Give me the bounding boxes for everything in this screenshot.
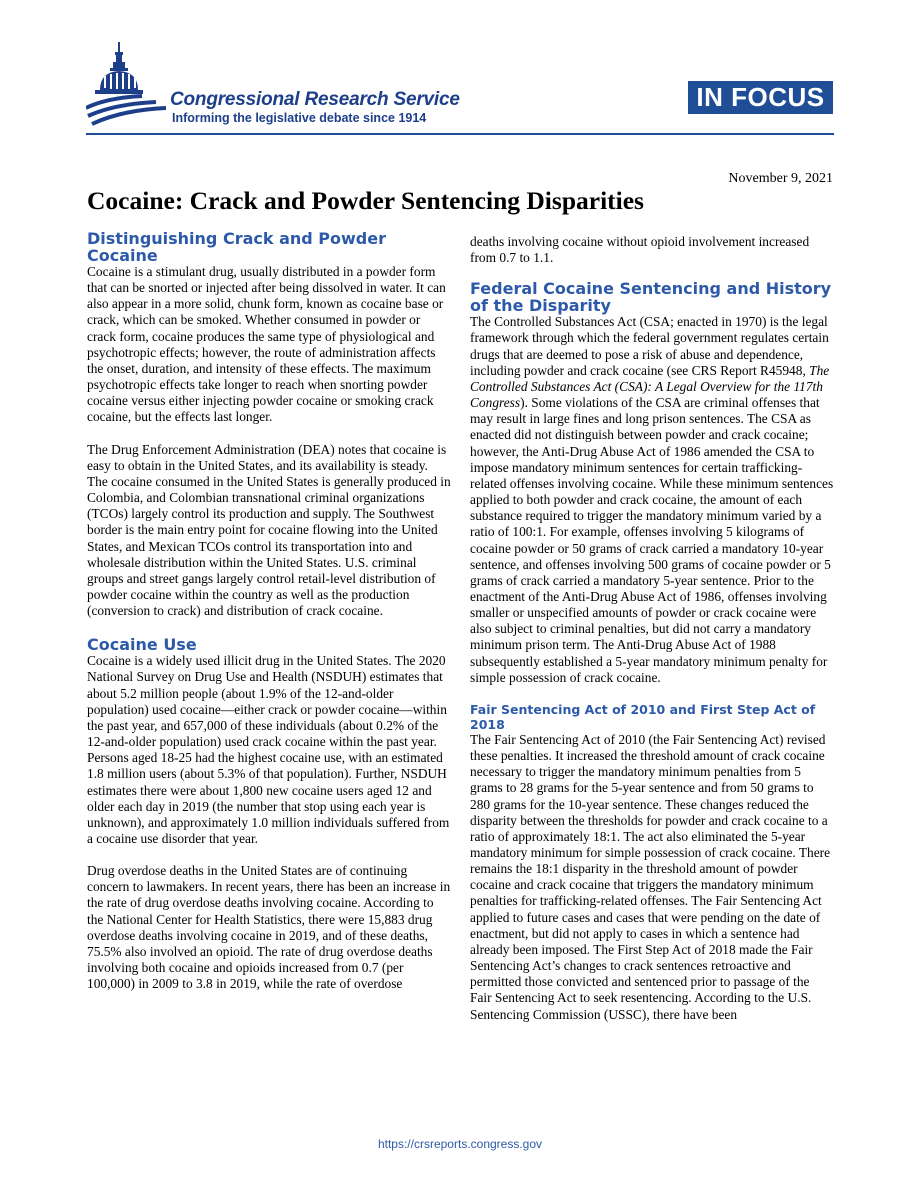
right-column [470,234,834,1023]
paragraph-dea-supply: The Drug Enforcement Administration (DEA) notes that cocaine is easy to obtain in the United States, and its availability is steady. The cocaine consumed in the United States is generally produced in Colombia, and Colombian transnational criminal organizations (TCOs) largely control its production and supply. The Southwest border is the main entry point for cocaine flowing into the United States, and Mexican TCOs control its transportation into and wholesale distribution within the United States. U.S. criminal groups and street gangs largely control retail-level distribution of powder cocaine within the country as well as the production (conversion to crack) and distribution of crack cocaine. [87,441,451,619]
crs-report-reference: The Controlled Substances Act (CSA): A Legal Overview for the 117th Congress [470,362,830,411]
publication-date: November 9, 2021 [728,171,833,186]
section-heading-federal-sentencing: Federal Cocaine Sentencing and History of the Disparity [470,279,832,316]
header-rule [86,133,834,135]
left-column [87,230,451,992]
capitol-dome-icon [86,42,168,130]
subheading-fair-sentencing: Fair Sentencing Act of 2010 and First Step Act of 2018 [470,701,816,732]
in-focus-badge: IN FOCUS [688,81,833,114]
org-name: Congressional Research Service [170,89,460,110]
paragraph-nsduh: Cocaine is a widely used illicit drug in the United States. The 2020 National Survey on Drug Use and Health (NSDUH) estimates that about 5.2 million people (about 1.9% of the 12-and-older population) used cocaine—either crack or powder cocaine—within the past year, and 657,000 of these individuals (about 0.2% of the 12-and-older population) used crack cocaine within the past year. Persons aged 18-25 had the highest cocaine use, with an estimated 1.8 million users (about 5.3% of that population). Further, NSDUH estimates there were about 1,800 new cocaine users aged 12 and older each day in 2019 (the number that stop using each year is unknown), and approximately 1.0 million individuals suffered from a cocaine use disorder that year. [87,653,450,846]
footer-url-link[interactable]: https://crsreports.congress.gov [377,1137,543,1151]
paragraph-overdose: Drug overdose deaths in the United States are of continuing concern to lawmakers. In recent years, there has been an increase in the rate of drug overdose deaths involving cocaine. According to the National Center for Health Statistics, there were 15,883 drug overdose deaths involving cocaine in 2019, and of these deaths, 75.5% also involved an opioid. The rate of drug overdose deaths involving both cocaine and opioids increased from 0.7 (per 100,000) in 2009 to 3.8 in 2019, while the rate of overdose [87,863,451,992]
org-tagline: Informing the legislative debate since 1914 [172,111,427,125]
csa-text-b: ). Some violations of the CSA are criminal offenses that may result in large fines and long prison sentences. The CSA as enacted did not distinguish between powder and crack cocaine; however, the Anti-Drug Abuse Act of 1986 amended the CSA to impose mandatory minimum sentences for certain trafficking-related offenses involving cocaine. While these minimum sentences applied to both powder and crack cocaine, the amount of each substance required to trigger the mandatory minimum varied by a ratio of 100:1. For example, offenses involving 5 kilograms of cocaine powder or 50 grams of crack carried a mandatory 10-year sentence, and offenses involving 500 grams of cocaine powder or 5 grams of crack carried a mandatory 5-year sentence. Prior to the enactment of the Anti-Drug Abuse Act of 1986, offenses involving smaller or unspecified amounts of powder or crack cocaine were also subject to criminal penalties, but did not carry a mandatory minimum prison term. The Anti-Drug Abuse Act of 1988 subsequently established a 5-year mandatory minimum penalty for simple possession of crack cocaine. [470,395,834,685]
page-title: Cocaine: Crack and Powder Sentencing Disparities [87,186,644,215]
section-heading-cocaine-use: Cocaine Use [87,635,197,655]
section-heading-distinguishing: Distinguishing Crack and Powder Cocaine [87,229,386,265]
paragraph-cocaine-forms: Cocaine is a stimulant drug, usually distributed in a powder form that can be snorted or injected after being dissolved in water. It can also appear in a more solid, chunk form, known as cocaine base or crack, which can be smoked. Whether consumed in powder or crack form, cocaine produces the same type of physiological and psychotropic effects; however, the route of administration affects the onset, duration, and intensity of these effects. The maximum psychotropic effects take longer to reach when snorting powder cocaine versus either injecting powder cocaine or smoking crack cocaine, but the effects last longer. [87,264,446,425]
paragraph-overdose-continued: deaths involving cocaine without opioid involvement increased from 0.7 to 1.1. [470,234,810,266]
csa-text-a: The Controlled Substances Act (CSA; enacted in 1970) is the legal framework through which the federal government regulates certain drugs that are deemed to pose a risk of abuse and dependence, including powder and crack cocaine (see CRS Report R45948, [470,314,829,378]
paragraph-csa [470,314,834,686]
paragraph-fair-sentencing: The Fair Sentencing Act of 2010 (the Fair Sentencing Act) revised these penalties. It increased the threshold amount of crack cocaine necessary to trigger the mandatory minimum penalties from 5 grams to 28 grams for the 5-year sentence and from 50 grams to 280 grams for the 10-year sentence. These changes reduced the disparity between the thresholds for powder and crack cocaine to a ratio of approximately 18:1. The act also eliminated the 5-year mandatory minimum for simple possession of crack cocaine. There remains the 18:1 disparity in the threshold amount of powder cocaine and crack cocaine that triggers the mandatory minimum penalties for trafficking-related offenses. The Fair Sentencing Act applied to future cases and cases that were pending on the date of enactment, but did not apply to cases in which a sentence had already been imposed. The First Step Act of 2018 made the Fair Sentencing Act’s changes to crack sentences retroactive and permitted those convicted and sentenced prior to passage of the Fair Sentencing Act to seek resentencing. According to the U.S. Sentencing Commission (USSC), there have been [470,731,831,1022]
